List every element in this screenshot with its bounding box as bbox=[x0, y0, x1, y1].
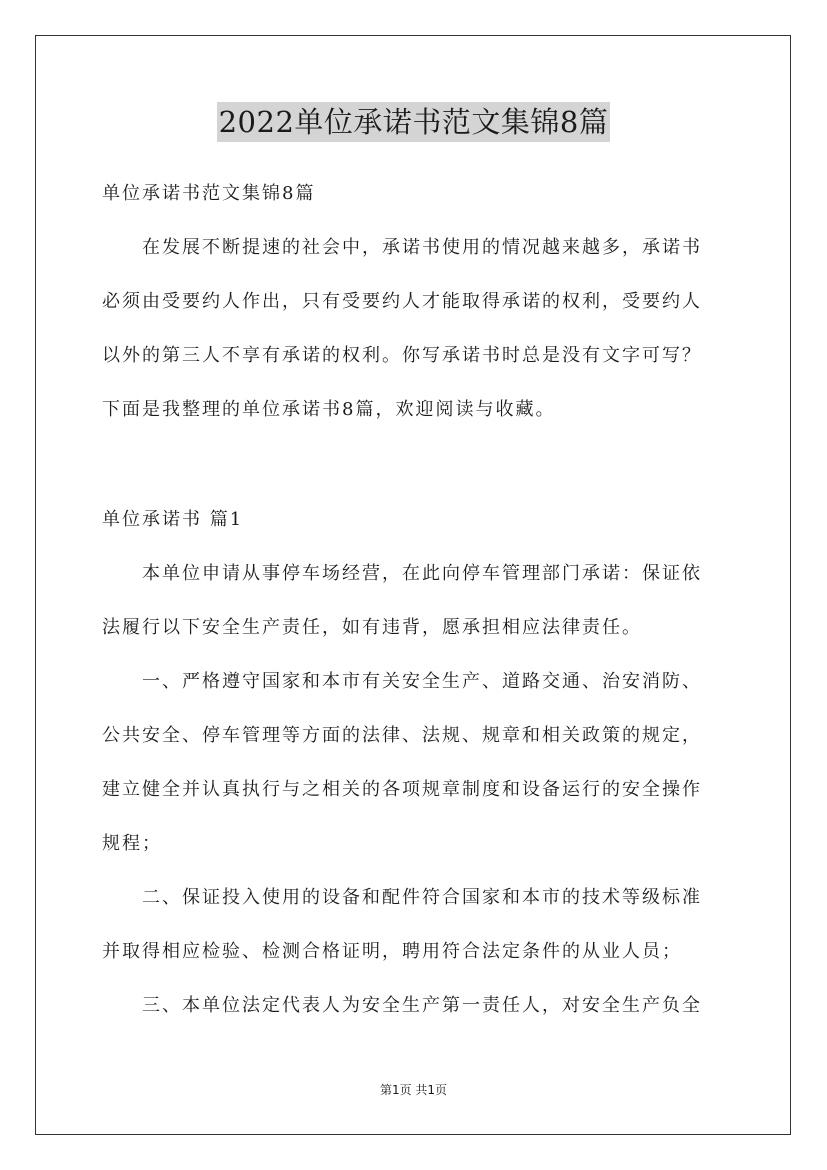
body-line: 建立健全并认真执行与之相关的各项规章制度和设备运行的安全操作 bbox=[102, 779, 702, 800]
body-line: 并取得相应检验、检测合格证明，聘用符合法定条件的从业人员； bbox=[102, 941, 682, 962]
body-line: 公共安全、停车管理等方面的法律、法规、规章和相关政策的规定， bbox=[102, 725, 702, 746]
intro-line: 在发展不断提速的社会中，承诺书使用的情况越来越多，承诺书 bbox=[142, 237, 702, 258]
body-line: 规程； bbox=[102, 833, 162, 854]
body-line: 一、严格遵守国家和本市有关安全生产、道路交通、治安消防、 bbox=[142, 671, 702, 692]
intro-line: 必须由受要约人作出，只有受要约人才能取得承诺的权利，受要约人 bbox=[102, 291, 702, 312]
body-line: 本单位申请从事停车场经营，在此向停车管理部门承诺：保证依 bbox=[142, 563, 702, 584]
intro-line: 以外的第三人不享有承诺的权利。你写承诺书时总是没有文字可写？ bbox=[102, 345, 702, 366]
section-heading: 单位承诺书 篇1 bbox=[102, 509, 244, 530]
document-subtitle: 单位承诺书范文集锦8篇 bbox=[102, 183, 316, 204]
body-line: 二、保证投入使用的设备和配件符合国家和本市的技术等级标准 bbox=[142, 887, 702, 908]
page-footer: 第1页 共1页 bbox=[379, 1083, 448, 1097]
intro-line: 下面是我整理的单位承诺书8篇，欢迎阅读与收藏。 bbox=[102, 399, 556, 420]
document-title: 2022单位承诺书范文集锦8篇 bbox=[217, 102, 611, 142]
body-line: 法履行以下安全生产责任，如有违背，愿承担相应法律责任。 bbox=[102, 617, 642, 638]
title-container bbox=[0, 102, 827, 142]
body-line: 三、本单位法定代表人为安全生产第一责任人，对安全生产负全 bbox=[142, 995, 702, 1016]
